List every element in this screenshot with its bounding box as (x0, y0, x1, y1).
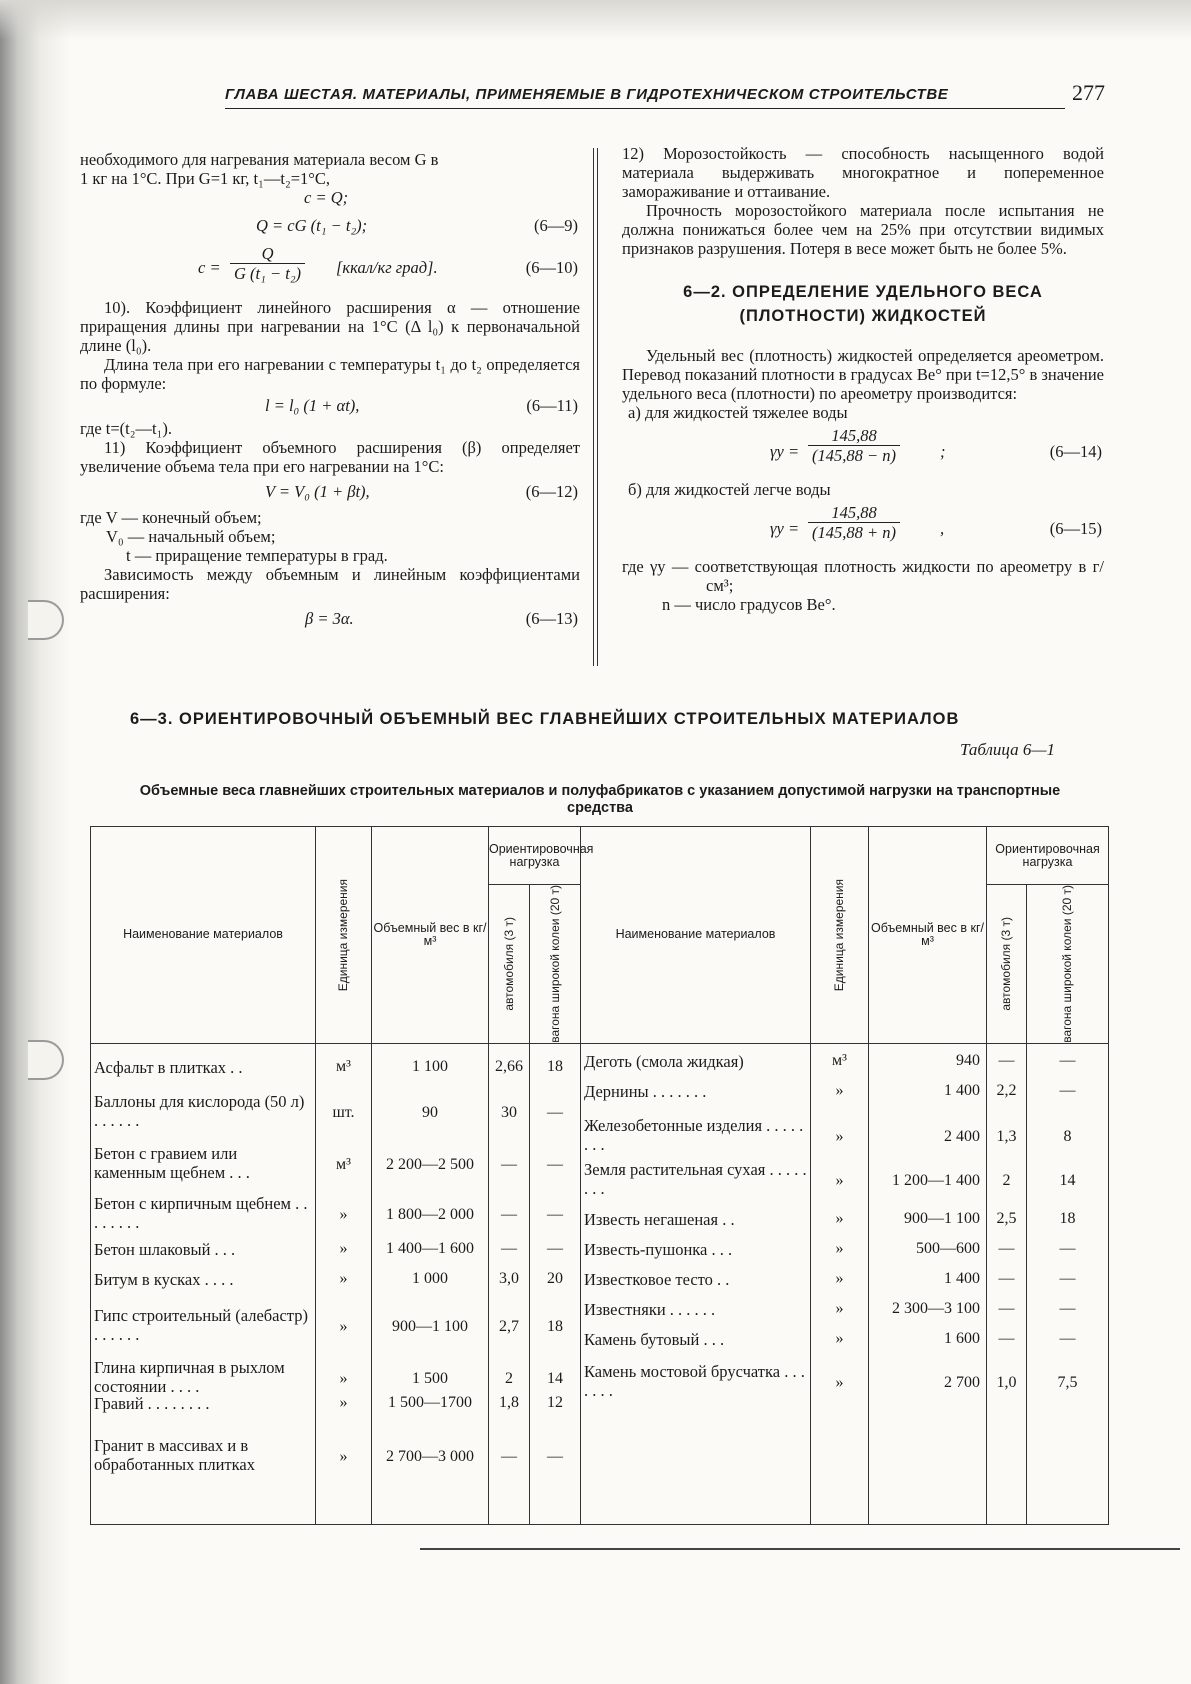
col-weight-left (372, 1043, 489, 1524)
col-name-right (581, 1043, 811, 1524)
cell-unit: м³ (336, 1057, 351, 1075)
equation-text: γу = (770, 442, 800, 461)
cell-wagon-load: — (547, 1155, 563, 1173)
cell-weight: 1 100 (412, 1057, 448, 1075)
col-header-wagon (1027, 885, 1109, 1044)
cell-weight: 1 200—1 400 (892, 1171, 980, 1189)
cell-name: Деготь (смола жидкая) (584, 1051, 744, 1071)
equation-number: (6—15) (1049, 519, 1102, 538)
cell-weight: 1 500 (412, 1369, 448, 1387)
cell-name: Асфальт в плитках . . (94, 1057, 243, 1077)
cell-auto-load: 30 (501, 1103, 517, 1121)
cell-wagon-load: 14 (1059, 1171, 1076, 1189)
col-header-load: Ориентировочная нагрузка (489, 827, 581, 885)
col-unit-right (811, 1043, 869, 1524)
cell-weight: 2 400 (944, 1127, 980, 1145)
cell-unit: » (835, 1171, 844, 1189)
scan-shadow-top (0, 0, 1191, 40)
text-line: б) для жидкостей легче воды (628, 480, 831, 499)
cell-unit: » (835, 1373, 844, 1391)
equation-text: c = (198, 258, 221, 277)
cell-wagon-load: — (547, 1239, 563, 1257)
scan-edge-line (420, 1548, 1180, 1550)
col-header-load: Ориентировочная нагрузка (987, 827, 1109, 885)
equation-text: , (940, 519, 945, 538)
cell-name: Земля растительная сухая . . . . . . . . (584, 1159, 807, 1198)
cell-unit: » (835, 1299, 844, 1317)
cell-auto-load: 1,8 (499, 1393, 519, 1411)
col-name-left (91, 1043, 316, 1524)
cell-unit: » (339, 1269, 348, 1287)
text-line: t — приращение температуры в град. (126, 546, 388, 565)
cell-auto-load: — (998, 1269, 1015, 1287)
equation-6-9 (80, 210, 580, 244)
cell-wagon-load: 18 (1059, 1209, 1076, 1227)
cell-weight: 1 500—1700 (388, 1393, 472, 1411)
denominator: G (t₁ − t₂) (234, 264, 302, 283)
cell-weight: 900—1 100 (904, 1209, 980, 1227)
cell-wagon-load: — (1059, 1081, 1076, 1099)
chapter-title: ГЛАВА ШЕСТАЯ. МАТЕРИАЛЫ, ПРИМЕНЯЕМЫЕ В ГИДРОТЕХНИЧЕСКОМ СТРОИТЕЛЬСТВЕ (225, 86, 949, 103)
cell-weight: 2 200—2 500 (386, 1155, 474, 1173)
col-header-name: Наименование материалов (581, 827, 811, 1044)
text-line: где V — конечный объем; (80, 508, 262, 527)
equation-6-13 (80, 603, 580, 633)
cell-unit: » (835, 1239, 844, 1257)
cell-wagon-load: — (547, 1447, 563, 1465)
cell-unit: » (835, 1269, 844, 1287)
cell-name: Известковое тесто . . (584, 1269, 730, 1289)
text-line: 1 кг на 1°С. При G=1 кг, t₁—t₂=1°С, (80, 169, 331, 188)
numerator: 145,88 (808, 426, 900, 446)
cell-auto-load: 2 (505, 1369, 513, 1387)
numerator: Q (230, 244, 305, 264)
cell-weight: 1 600 (944, 1329, 980, 1347)
equation-number: (6—9) (534, 216, 578, 235)
cell-unit: » (835, 1081, 844, 1099)
section-heading (622, 280, 1104, 328)
paragraph-11: 11) Коэффициент объемного расширения (β) определяет увеличение объема тела при его нагревании на 1°С: (80, 438, 580, 476)
cell-name: Глина кирпичная в рыхлом состоянии . . . . (94, 1357, 285, 1396)
equation-text: c = Q; (304, 188, 349, 207)
col-unit-left (316, 1043, 372, 1524)
col-auto-left (489, 1043, 530, 1524)
cell-name: Бетон с гравием или каменным щебнем . . . (94, 1143, 250, 1182)
cell-auto-load: 2,5 (996, 1209, 1017, 1227)
text-line: необходимого для нагревания материала весом G в (80, 150, 439, 169)
cell-wagon-load: — (547, 1205, 563, 1223)
section-heading-3: 6—3. ОРИЕНТИРОВОЧНЫЙ ОБЪЕМНЫЙ ВЕС ГЛАВНЕЙШИХ СТРОИТЕЛЬНЫХ МАТЕРИАЛОВ (130, 710, 960, 728)
cell-name: Гипс строительный (алебастр) . . . . . . (94, 1305, 308, 1344)
equation-text: V = V₀ (1 + βt), (265, 482, 370, 501)
cell-wagon-load: 7,5 (1057, 1373, 1078, 1391)
col-header-unit-text: Единица измерения (832, 878, 846, 992)
cell-auto-load: 2 (1002, 1171, 1011, 1189)
cell-unit: шт. (332, 1103, 355, 1121)
cell-unit: м³ (832, 1051, 847, 1069)
col-header-auto-text: автомобиля (3 т) (501, 917, 516, 1011)
table-caption: Объемные веса главнейших строительных материалов и полуфабрикатов с указанием допустимой нагрузки на транспортные средства (139, 783, 1061, 816)
col-auto-right (987, 1043, 1027, 1524)
text-line: n — число градусов Be°. (662, 595, 836, 614)
paragraph: Удельный вес (плотность) жидкостей определяется ареометром. Перевод показаний плотности в градусах Be° при t=12,5° в значение удельного веса (плотности) по ареометру производится: (622, 346, 1104, 403)
cell-wagon-load: 20 (547, 1269, 563, 1287)
cell-wagon-load: — (547, 1103, 563, 1121)
cell-unit: » (339, 1317, 348, 1335)
col-header-unit (811, 827, 869, 1044)
right-column (622, 144, 1104, 614)
cell-auto-load: 2,66 (495, 1057, 523, 1075)
equation-number: (6—13) (525, 609, 578, 628)
cell-weight: 2 300—3 100 (892, 1299, 980, 1317)
col-header-wagon (530, 885, 581, 1044)
cell-wagon-load: — (1059, 1051, 1076, 1069)
paragraph: Зависимость между объемным и линейным коэффициентами расширения: (80, 565, 580, 603)
cell-name: Гранит в массивах и в обработанных плитках (94, 1435, 255, 1474)
text-line: где t=(t₂—t₁). (80, 419, 172, 438)
cell-name: Дернины . . . . . . . (584, 1081, 707, 1101)
cell-name: Железобетонные изделия . . . . . . . . (584, 1115, 804, 1154)
cell-auto-load: 1,3 (996, 1127, 1017, 1145)
cell-wagon-load: — (1059, 1299, 1076, 1317)
col-header-weight: Объемный вес в кг/м³ (869, 827, 987, 1044)
col-header-auto-text: автомобиля (3 т) (999, 917, 1013, 1011)
paragraph: Длина тела при его нагревании с температуры t₁ до t₂ определяется по формуле: (80, 355, 580, 393)
cell-auto-load: — (998, 1299, 1015, 1317)
cell-weight: 1 800—2 000 (386, 1205, 474, 1223)
cell-wagon-load: — (1059, 1269, 1076, 1287)
equation (80, 188, 580, 210)
cell-wagon-load: 8 (1063, 1127, 1072, 1145)
left-column (80, 150, 580, 633)
cell-weight: 1 400 (944, 1269, 980, 1287)
denominator: (145,88 − n) (812, 446, 896, 465)
equation-text: Q = cG (t₁ − t₂); (256, 216, 368, 235)
cell-name: Известь негашеная . . (584, 1209, 735, 1229)
cell-unit: м³ (336, 1155, 351, 1173)
equation-number: (6—11) (526, 396, 578, 415)
col-header-weight: Объемный вес в кг/м³ (372, 827, 489, 1044)
cell-name: Бетон с кирпичным щебнем . . . . . . . . (94, 1193, 308, 1232)
cell-weight: 500—600 (916, 1239, 980, 1257)
denominator: (145,88 + n) (812, 523, 896, 542)
fraction (808, 426, 900, 465)
cell-wagon-load: — (1059, 1239, 1076, 1257)
cell-auto-load: — (501, 1205, 517, 1223)
cell-wagon-load: — (1059, 1329, 1076, 1347)
cell-wagon-load: 14 (547, 1369, 563, 1387)
numerator: 145,88 (808, 503, 900, 523)
cell-name: Гравий . . . . . . . . (94, 1393, 210, 1413)
cell-weight: 1 400—1 600 (386, 1239, 474, 1257)
col-header-auto (489, 885, 530, 1044)
paragraph-10: 10). Коэффициент линейного расширения α — отношение приращения длины при нагревании на 1°С (Δ l₀) к первоначальной длине (l₀). (80, 298, 580, 355)
cell-name: Битум в кусках . . . . (94, 1269, 234, 1289)
cell-unit: » (835, 1127, 844, 1145)
text-line: а) для жидкостей тяжелее воды (628, 403, 848, 422)
col-weight-right (869, 1043, 987, 1524)
cell-weight: 1 400 (944, 1081, 980, 1099)
text-line: V₀ — начальный объем; (106, 527, 276, 546)
fraction (230, 244, 305, 283)
paragraph-12: 12) Морозостойкость — способность насыщенного водой материала выдерживать многократное и попеременное замораживание и оттаивание. (622, 144, 1104, 201)
equation-6-14 (622, 422, 1104, 480)
cell-auto-load: — (998, 1239, 1015, 1257)
cell-auto-load: — (501, 1447, 517, 1465)
cell-unit: » (339, 1205, 348, 1223)
equation-text: l = l₀ (1 + αt), (265, 396, 360, 415)
equation-6-10 (80, 244, 580, 296)
cell-name: Баллоны для кислорода (50 л) . . . . . . (94, 1091, 305, 1130)
col-header-auto (987, 885, 1027, 1044)
header-rule (225, 108, 1065, 109)
section-heading-line: (ПЛОТНОСТИ) ЖИДКОСТЕЙ (739, 307, 987, 325)
cell-wagon-load: 12 (547, 1393, 563, 1411)
section-heading-line: 6—2. ОПРЕДЕЛЕНИЕ УДЕЛЬНОГО ВЕСА (683, 283, 1043, 301)
cell-wagon-load: 18 (547, 1317, 563, 1335)
col-header-unit (316, 827, 372, 1044)
equation-number: (6—14) (1049, 442, 1102, 461)
equation-6-12 (80, 476, 580, 508)
equation-number: (6—12) (525, 482, 578, 501)
cell-weight: 1 000 (412, 1269, 448, 1287)
table-body-row (91, 1043, 1109, 1524)
cell-weight: 940 (956, 1051, 980, 1069)
cell-unit: » (339, 1369, 348, 1387)
cell-auto-load: 3,0 (499, 1269, 519, 1287)
cell-name: Бетон шлаковый . . . (94, 1239, 236, 1259)
cell-name: Камень мостовой брусчатка . . . . . . . (584, 1361, 805, 1400)
equation-text: γу = (770, 519, 800, 538)
cell-weight: 90 (422, 1103, 438, 1121)
cell-unit: » (339, 1239, 348, 1257)
cell-auto-load: 1,0 (996, 1373, 1017, 1391)
col-header-name: Наименование материалов (91, 827, 316, 1044)
equation-text: ; (940, 442, 946, 461)
equation-6-15 (622, 499, 1104, 557)
cell-auto-load: — (998, 1329, 1015, 1347)
cell-unit: » (339, 1393, 348, 1411)
cell-weight: 2 700—3 000 (386, 1447, 474, 1465)
equation-6-11 (80, 393, 580, 419)
cell-auto-load: — (501, 1155, 517, 1173)
cell-unit: » (835, 1209, 844, 1227)
cell-wagon-load: 18 (547, 1057, 563, 1075)
col-header-wagon-text: вагона широкой колеи (20 т) (547, 885, 562, 1043)
col-wagon-left (530, 1043, 581, 1524)
equation-text: β = 3α. (305, 609, 354, 628)
col-wagon-right (1027, 1043, 1109, 1524)
fraction (808, 503, 900, 542)
cell-weight: 2 700 (944, 1373, 980, 1391)
equation-number: (6—10) (525, 258, 578, 277)
scan-shadow-left (0, 0, 70, 1684)
cell-auto-load: — (998, 1051, 1015, 1069)
table-number: Таблица 6—1 (960, 740, 1055, 759)
col-header-wagon-text: вагона широкой колеи (20 т) (1060, 885, 1074, 1043)
cell-name: Известь-пушонка . . . (584, 1239, 733, 1259)
cell-unit: » (339, 1447, 348, 1465)
cell-weight: 900—1 100 (392, 1317, 468, 1335)
text-line: где γу — соответствующая плотность жидкости по ареометру в г/см³; (622, 557, 1104, 595)
cell-name: Камень бутовый . . . (584, 1329, 725, 1349)
cell-auto-load: 2,2 (996, 1081, 1017, 1099)
running-header (225, 80, 1105, 110)
materials-table (90, 826, 1109, 1525)
cell-unit: » (835, 1329, 844, 1347)
page-number: 277 (1072, 80, 1105, 105)
col-header-unit-text: Единица измерения (336, 878, 350, 992)
equation-unit: [ккал/кг град]. (336, 258, 438, 277)
paragraph: Прочность морозостойкого материала после испытания не должна понижаться более чем на 25% при отсутствии видимых признаков разрушения. Потеря в весе может быть не более 5%. (622, 201, 1104, 258)
cell-name: Известняки . . . . . . (584, 1299, 716, 1319)
column-divider (593, 148, 598, 666)
cell-auto-load: — (501, 1239, 517, 1257)
cell-auto-load: 2,7 (499, 1317, 519, 1335)
